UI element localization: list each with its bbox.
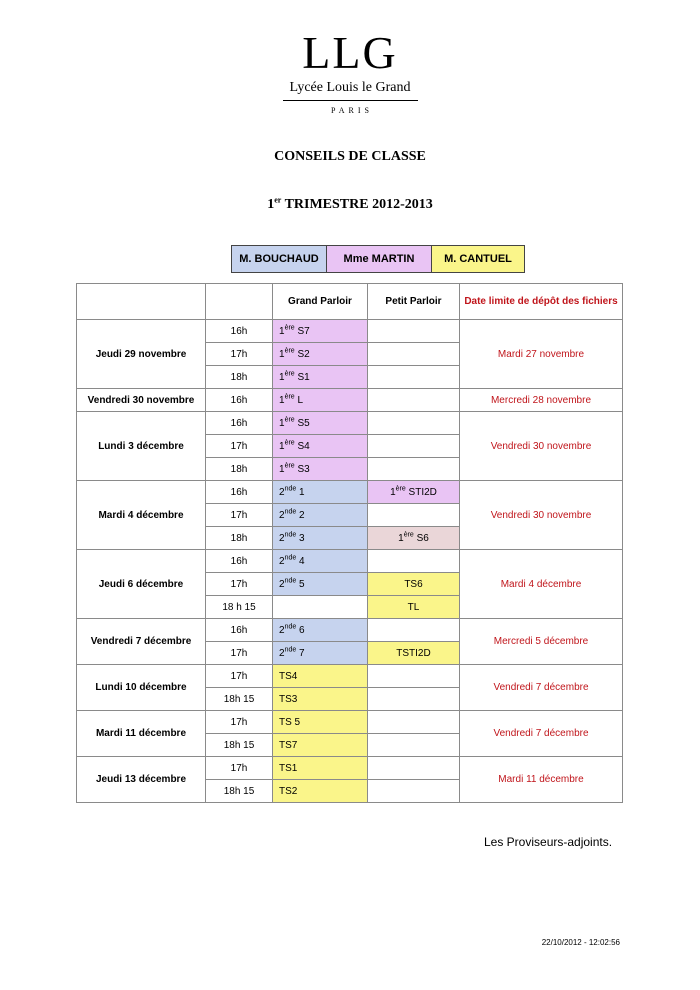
class-name-rest: S7 [294,325,310,337]
petit-parloir-cell [368,688,460,711]
deadline-cell: Mercredi 28 novembre [460,389,623,412]
hour-cell: 16h [206,619,273,642]
class-name-rest: 4 [296,555,305,567]
grand-parloir-cell [273,504,368,527]
day-cell: Lundi 10 décembre [77,665,206,711]
header-day-cell [77,284,206,320]
legend-martin: Mme MARTIN [327,246,432,272]
table-row [77,757,623,780]
grand-parloir-cell [273,619,368,642]
hour-cell: 18 h 15 [206,596,273,619]
deadline-cell: Vendredi 7 décembre [460,665,623,711]
class-name-sup: ère [403,531,414,539]
hour-cell: 16h [206,389,273,412]
day-cell: Mardi 11 décembre [77,711,206,757]
deadline-cell: Mardi 27 novembre [460,320,623,389]
hour-cell: 16h [206,481,273,504]
hour-cell: 17h [206,642,273,665]
hour-cell: 16h [206,320,273,343]
table-row [77,665,623,688]
grand-parloir-cell [273,757,368,780]
class-name-base: 2 [279,532,285,544]
class-name-sup: ère [284,393,295,401]
class-name-sup: ère [284,416,295,424]
class-name-base: 1 [279,394,285,406]
class-name-sup: ère [284,347,295,355]
class-name-rest: S6 [413,532,429,544]
class-name-sup: nde [284,531,297,539]
school-logo [0,27,700,115]
class-name-base: 2 [279,647,285,659]
class-name-rest: S5 [294,417,310,429]
subtitle-ordinal: 1 [267,197,275,212]
logo-name: Lycée Louis le Grand [289,80,411,95]
class-name-rest: S4 [294,440,310,452]
petit-parloir-cell [368,619,460,642]
hour-cell: 18h 15 [206,688,273,711]
petit-parloir-cell [368,734,460,757]
grand-parloir-cell [273,389,368,412]
grand-parloir-cell [273,320,368,343]
logo-mark: LLG [302,27,398,78]
grand-parloir-cell [273,412,368,435]
class-name-rest: 6 [296,624,305,636]
petit-parloir-cell [368,481,460,504]
deadline-cell: Mercredi 5 décembre [460,619,623,665]
hour-cell: 16h [206,412,273,435]
hour-cell: 18h 15 [206,734,273,757]
class-name-base: 2 [279,555,285,567]
legend-bouchaud: M. BOUCHAUD [232,246,327,272]
header-hour-cell [206,284,273,320]
class-name-base: TS7 [279,739,298,751]
signature: Les Proviseurs-adjoints. [484,835,613,849]
day-cell: Vendredi 7 décembre [77,619,206,665]
class-name-sup: nde [284,485,297,493]
hour-cell: 17h [206,757,273,780]
grand-parloir-cell [273,665,368,688]
table-row [77,320,623,343]
grand-parloir-cell [273,343,368,366]
day-cell: Jeudi 29 novembre [77,320,206,389]
class-name-base: 1 [279,417,285,429]
class-name-base: TS1 [279,762,298,774]
class-name-sup: ère [284,370,295,378]
class-name-rest: S1 [294,371,310,383]
class-name-sup: nde [284,623,297,631]
hour-cell: 17h [206,711,273,734]
petit-parloir-cell [368,527,460,550]
subtitle-ordinal-suffix: er [274,195,282,205]
deadline-cell: Vendredi 7 décembre [460,711,623,757]
schedule-table [76,283,623,803]
logo-divider [283,100,418,101]
petit-parloir-cell [368,757,460,780]
day-cell: Jeudi 13 décembre [77,757,206,803]
class-name-base: 2 [279,578,285,590]
petit-parloir-cell [368,596,460,619]
class-name-rest: 5 [296,578,305,590]
deadline-cell: Mardi 11 décembre [460,757,623,803]
header-petit-parloir: Petit Parloir [368,284,460,320]
grand-parloir-cell [273,734,368,757]
petit-parloir-cell [368,366,460,389]
hour-cell: 16h [206,550,273,573]
table-row [77,389,623,412]
header-deadline: Date limite de dépôt des fichiers [460,284,623,320]
petit-parloir-cell [368,780,460,803]
grand-parloir-cell [273,711,368,734]
table-row [77,481,623,504]
grand-parloir-cell [273,366,368,389]
grand-parloir-cell [273,596,368,619]
grand-parloir-cell [273,527,368,550]
day-cell: Jeudi 6 décembre [77,550,206,619]
class-name-base: 2 [279,486,285,498]
class-name-rest: S3 [294,463,310,475]
class-name-sup: nde [284,577,297,585]
class-name-base: 1 [390,486,396,498]
petit-parloir-cell [368,573,460,596]
class-name-base: 1 [279,371,285,383]
hour-cell: 17h [206,504,273,527]
grand-parloir-cell [273,573,368,596]
class-name-sup: nde [284,646,297,654]
hour-cell: 18h 15 [206,780,273,803]
class-name-sup: nde [284,554,297,562]
class-name-rest: L [294,394,304,406]
petit-parloir-cell [368,642,460,665]
class-name-base: TS4 [279,670,298,682]
class-name-base: TS2 [279,785,298,797]
class-name-base: 1 [279,348,285,360]
petit-parloir-cell [368,550,460,573]
print-timestamp: 22/10/2012 - 12:02:56 [541,938,620,947]
day-cell: Vendredi 30 novembre [77,389,206,412]
class-name-base: 1 [279,325,285,337]
petit-parloir-cell [368,343,460,366]
grand-parloir-cell [273,458,368,481]
class-name-sup: ère [395,485,406,493]
table-row [77,619,623,642]
class-name-base: 2 [279,624,285,636]
grand-parloir-cell [273,688,368,711]
class-name-sup: ère [284,462,295,470]
petit-parloir-cell [368,665,460,688]
class-name-sup: nde [284,508,297,516]
deadline-cell: Mardi 4 décembre [460,550,623,619]
table-row [77,711,623,734]
hour-cell: 17h [206,343,273,366]
petit-parloir-cell [368,389,460,412]
hour-cell: 17h [206,665,273,688]
petit-parloir-cell [368,711,460,734]
table-row [77,550,623,573]
hour-cell: 18h [206,458,273,481]
hour-cell: 17h [206,435,273,458]
class-name-base: TS 5 [279,716,301,728]
petit-parloir-cell [368,504,460,527]
class-name-base: 1 [279,463,285,475]
class-name-rest: 7 [296,647,305,659]
table-row [77,412,623,435]
class-name-sup: ère [284,439,295,447]
header-grand-parloir: Grand Parloir [273,284,368,320]
grand-parloir-cell [273,780,368,803]
day-cell: Mardi 4 décembre [77,481,206,550]
day-cell: Lundi 3 décembre [77,412,206,481]
petit-parloir-cell [368,320,460,343]
class-name-base: 1 [279,440,285,452]
grand-parloir-cell [273,550,368,573]
petit-parloir-cell [368,458,460,481]
logo-city: PARIS [331,106,373,115]
class-name-base: TL [407,601,420,613]
class-name-base: TSTI2D [396,647,431,659]
grand-parloir-cell [273,642,368,665]
class-name-base: 1 [398,532,404,544]
hour-cell: 18h [206,527,273,550]
class-name-base: 2 [279,509,285,521]
hour-cell: 18h [206,366,273,389]
petit-parloir-cell [368,412,460,435]
hour-cell: 17h [206,573,273,596]
subtitle-text: TRIMESTRE 2012-2013 [281,197,433,212]
deadline-cell: Vendredi 30 novembre [460,481,623,550]
legend-cantuel: M. CANTUEL [432,246,524,272]
class-name-rest: 3 [296,532,305,544]
class-name-base: TS3 [279,693,298,705]
page-subtitle [0,197,700,213]
page-title: CONSEILS DE CLASSE [274,149,426,164]
grand-parloir-cell [273,481,368,504]
table-header-row [77,284,623,320]
grand-parloir-cell [273,435,368,458]
petit-parloir-cell [368,435,460,458]
class-name-sup: ère [284,324,295,332]
class-name-rest: 2 [296,509,305,521]
class-name-base: TS6 [404,578,423,590]
class-name-rest: STI2D [405,486,437,498]
deadline-cell: Vendredi 30 novembre [460,412,623,481]
class-name-rest: S2 [294,348,310,360]
class-name-rest: 1 [296,486,305,498]
color-legend [231,245,525,273]
